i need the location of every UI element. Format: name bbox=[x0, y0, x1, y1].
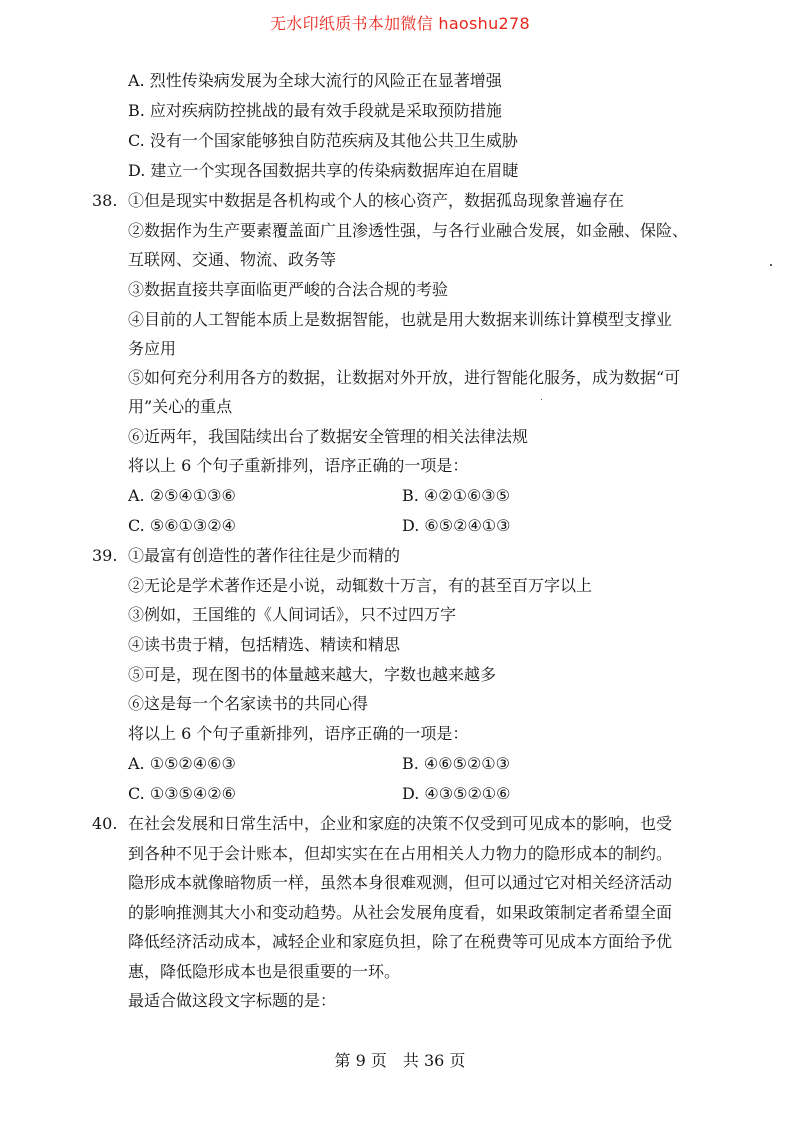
q38-option-d: D. ⑥⑤②④①③ bbox=[402, 516, 511, 535]
q38-option-a: A. ②⑤④①③⑥ bbox=[128, 486, 236, 505]
q38-prompt: 将以上 6 个句子重新排列，语序正确的一项是： bbox=[128, 456, 469, 475]
page-footer: 第 9 页 共 36 页 bbox=[334, 1051, 466, 1070]
watermark-text: 无水印纸质书本加微信 haoshu278 bbox=[270, 14, 530, 33]
q40-passage-line: 惠，降低隐形成本也是很重要的一环。 bbox=[128, 962, 401, 981]
q40-prompt: 最适合做这段文字标题的是： bbox=[128, 991, 337, 1010]
q38-sentence: ②数据作为生产要素覆盖面广且渗透性强，与各行业融合发展，如金融、保险、 bbox=[128, 221, 689, 240]
q38-sentence: 用”关心的重点 bbox=[128, 397, 233, 416]
q40-passage-line: 在社会发展和日常生活中，企业和家庭的决策不仅受到可见成本的影响，也受 bbox=[128, 814, 673, 833]
q37-option-a: A. 烈性传染病发展为全球大流行的风险正在显著增强 bbox=[128, 71, 502, 90]
scan-speck bbox=[541, 399, 542, 400]
q38-sentence: 互联网、交通、物流、政务等 bbox=[128, 250, 337, 269]
q38-sentence: ⑥近两年，我国陆续出台了数据安全管理的相关法律法规 bbox=[128, 427, 529, 446]
scan-speck bbox=[770, 264, 772, 266]
q39-number: 39. bbox=[92, 546, 118, 565]
q39-sentence: ②无论是学术著作还是小说，动辄数十万言，有的甚至百万字以上 bbox=[128, 576, 593, 595]
q39-sentence: ④读书贵于精，包括精选、精读和精思 bbox=[128, 635, 401, 654]
q39-sentence: ③例如，王国维的《人间词话》，只不过四万字 bbox=[128, 605, 457, 624]
q40-passage-line: 隐形成本就像暗物质一样，虽然本身很难观测，但可以通过它对相关经济活动 bbox=[128, 873, 673, 892]
q40-passage-line: 到各种不见于会计账本，但却实实在在占用相关人力物力的隐形成本的制约。 bbox=[128, 844, 673, 863]
q38-number: 38. bbox=[92, 191, 118, 210]
q39-option-c: C. ①③⑤④②⑥ bbox=[128, 784, 236, 803]
q37-option-c: C. 没有一个国家能够独自防范疾病及其他公共卫生威胁 bbox=[128, 131, 518, 150]
q38-sentence: ⑤如何充分利用各方的数据，让数据对外开放，进行智能化服务，成为数据“可 bbox=[128, 368, 681, 387]
q39-sentence: ①最富有创造性的著作往往是少而精的 bbox=[128, 546, 401, 565]
q38-sentence: ③数据直接共享面临更严峻的合法合规的考验 bbox=[128, 280, 449, 299]
q39-option-b: B. ④⑥⑤②①③ bbox=[402, 754, 510, 773]
q37-option-b: B. 应对疾病防控挑战的最有效手段就是采取预防措施 bbox=[128, 101, 502, 120]
q38-sentence: ④目前的人工智能本质上是数据智能，也就是用大数据来训练计算模型支撑业 bbox=[128, 310, 673, 329]
q39-prompt: 将以上 6 个句子重新排列，语序正确的一项是： bbox=[128, 724, 469, 743]
q40-passage-line: 降低经济活动成本，减轻企业和家庭负担，除了在税费等可见成本方面给予优 bbox=[128, 932, 673, 951]
q40-passage-line: 的影响推测其大小和变动趋势。从社会发展角度看，如果政策制定者希望全面 bbox=[128, 903, 673, 922]
q39-sentence: ⑤可是，现在图书的体量越来越大，字数也越来越多 bbox=[128, 665, 497, 684]
q39-option-d: D. ④③⑤②①⑥ bbox=[402, 784, 511, 803]
q39-option-a: A. ①⑤②④⑥③ bbox=[128, 754, 236, 773]
q37-option-d: D. 建立一个实现各国数据共享的传染病数据库迫在眉睫 bbox=[128, 161, 519, 180]
q38-sentence: ①但是现实中数据是各机构或个人的核心资产，数据孤岛现象普遍存在 bbox=[128, 191, 625, 210]
q38-option-c: C. ⑤⑥①③②④ bbox=[128, 516, 236, 535]
q40-number: 40. bbox=[92, 814, 118, 833]
q38-option-b: B. ④②①⑥③⑤ bbox=[402, 486, 510, 505]
q38-sentence: 务应用 bbox=[128, 339, 177, 358]
q39-sentence: ⑥这是每一个名家读书的共同心得 bbox=[128, 694, 369, 713]
